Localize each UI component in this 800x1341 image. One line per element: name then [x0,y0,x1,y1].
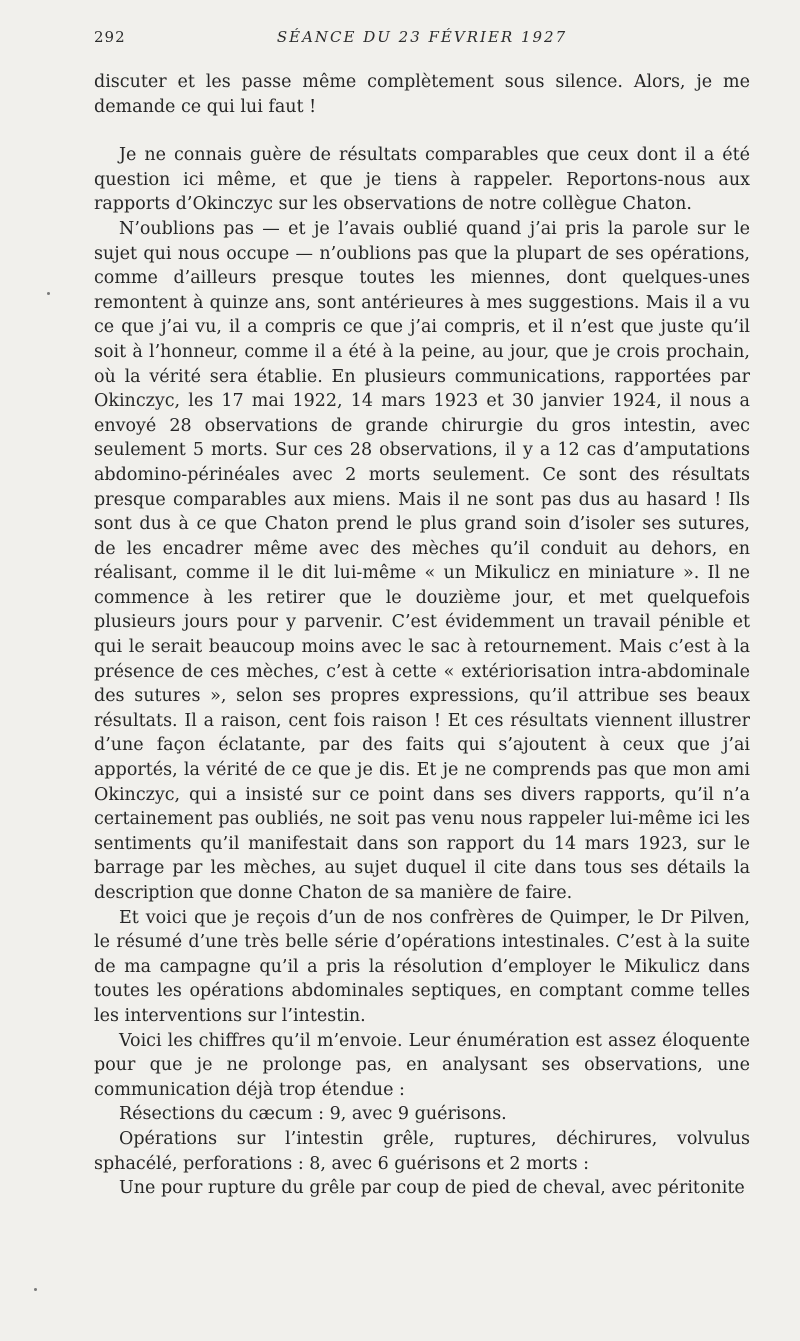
paragraph-chaton-results: N’oublions pas — et je l’avais oublié quand j’ai pris la parole sur le sujet qui nous occupe — n’oublions pas que la plupart de ses opérations, comme d’ailleurs presque toutes les miennes, dont quelques-unes remontent à quinze ans, sont antérieures à mes suggestions. Mais il a vu ce que j’ai vu, il a compris ce que j’ai compris, et il n’est que juste qu’il soit à l’honneur, comme il a été à la peine, au jour, que je crois prochain, où la vérité sera établie. En plusieurs communications, rapportées par Okinczyc, les 17 mai 1922, 14 mars 1923 et 30 janvier 1924, il nous a envoyé 28 observations de grande chirurgie du gros intestin, avec seulement 5 morts. Sur ces 28 observations, il y a 12 cas d’amputations abdomino-périnéales avec 2 morts seulement. Ce sont des résultats presque comparables aux miens. Mais il ne sont pas dus au hasard ! Ils sont dus à ce que Chaton prend le plus grand soin d’isoler ses sutures, de les encadrer même avec des mèches qu’il conduit au dehors, en réalisant, comme il le dit lui-même « un Mikulicz en miniature ». Il ne commence à les retirer que le douzième jour, et met quelquefois plusieurs jours pour y parvenir. C’est évidemment un travail pénible et qui le serait beaucoup moins avec le sac à retournement. Mais c’est à la présence de ces mèches, c’est à cette « extériorisation intra-abdominale des sutures », selon ses propres expressions, qu’il attribue ses beaux résultats. Il a raison, cent fois raison ! Et ces résultats viennent illustrer d’une façon éclatante, par des faits qui s’ajoutent à ceux que j’ai apportés, la vérité de ce que je dis. Et je ne comprends pas que mon ami Okinczyc, qui a insisté sur ce point dans ses divers rapports, qu’il n’a certainement pas oubliés, ne soit pas venu nous rappeler lui-même ici les sentiments qu’il manifestait dans son rapport du 14 mars 1923, sur le barrage par les mèches, au sujet duquel il cite dans tous ses détails la description que donne Chaton de sa manière de faire. [94,218,750,903]
print-speck [34,1288,37,1291]
running-header [94,24,750,50]
print-speck [47,292,50,295]
page-number: 292 [94,28,126,46]
paragraph-small-intestine: Opérations sur l’intestin grêle, ruptures, déchirures, volvulus sphacélé, perforations : 8, avec 6 guérisons et 2 morts : [94,1128,750,1174]
paragraph-continuation: discuter et les passe même complètement sous silence. Alors, je me demande ce qui lui faut ! [94,72,750,117]
paragraph-chaton-intro: Je ne connais guère de résultats comparables que ceux dont il a été question ici même, et que je tiens à rappeler. Reportons-nous aux rapports d’Okinczyc sur les observations de notre collègue Chaton. [94,145,750,215]
paragraph-figures: Voici les chiffres qu’il m’envoie. Leur énumération est assez éloquente pour que je ne prolonge pas, en analysant ses observations, une communication déjà trop étendue : [94,1030,750,1100]
paragraph-rupture: Une pour rupture du grêle par coup de pied de cheval, avec péritonite [119,1178,745,1199]
body-text [94,70,750,1201]
running-title: SÉANCE DU 23 FÉVRIER 1927 [276,28,568,46]
paragraph-pilven: Et voici que je reçois d’un de nos confrères de Quimper, le Dr Pilven, le résumé d’une très belle série d’opérations intestinales. C’est à la suite de ma campagne qu’il a pris la résolution d’employer le Mikulicz dans toutes les opérations abdominales septiques, en comptant comme telles les interventions sur l’intestin. [94,907,750,1026]
paragraph-caecum: Résections du cæcum : 9, avec 9 guérisons. [119,1104,507,1125]
